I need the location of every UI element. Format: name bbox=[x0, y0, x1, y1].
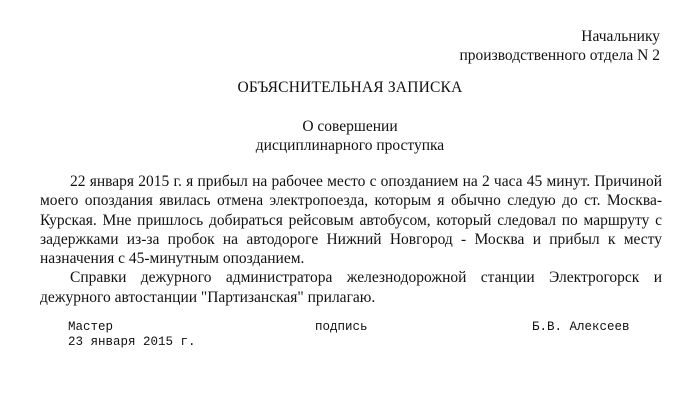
signature-label: подпись bbox=[315, 320, 368, 334]
subject-line-1: О совершении bbox=[302, 118, 398, 135]
recipient-block bbox=[459, 27, 660, 65]
subject-line-2: дисциплинарного проступка bbox=[255, 137, 445, 154]
recipient-department: производственного отдела N 2 bbox=[459, 47, 660, 64]
document-date: 23 января 2015 г. bbox=[68, 335, 196, 349]
document-subject bbox=[0, 117, 700, 155]
body-paragraph-1: 22 января 2015 г. я прибыл на рабочее место с опозданием на 2 часа 45 минут. Причиной моего опоздания явилась отмена электропоезда, которым я обычно следую до ст. Москва-Курская. Мне пришлось добираться рейсовым автобусом, который следовал по маршруту с задержками из-за пробок на автодороге Нижний Новгород - Москва и прибыл к месту назначения с 45-минутным опозданием. bbox=[40, 173, 662, 268]
recipient-title: Начальнику bbox=[581, 28, 660, 45]
signer-position: Мастер bbox=[68, 320, 114, 334]
document-title: ОБЪЯСНИТЕЛЬНАЯ ЗАПИСКА bbox=[237, 79, 463, 96]
document-body bbox=[40, 172, 662, 307]
signer-name: Б.В. Алексеев bbox=[532, 320, 630, 334]
body-paragraph-2: Справки дежурного администратора железнодорожной станции Электрогорск и дежурного автостанции "Партизанская" прилагаю. bbox=[40, 269, 662, 306]
